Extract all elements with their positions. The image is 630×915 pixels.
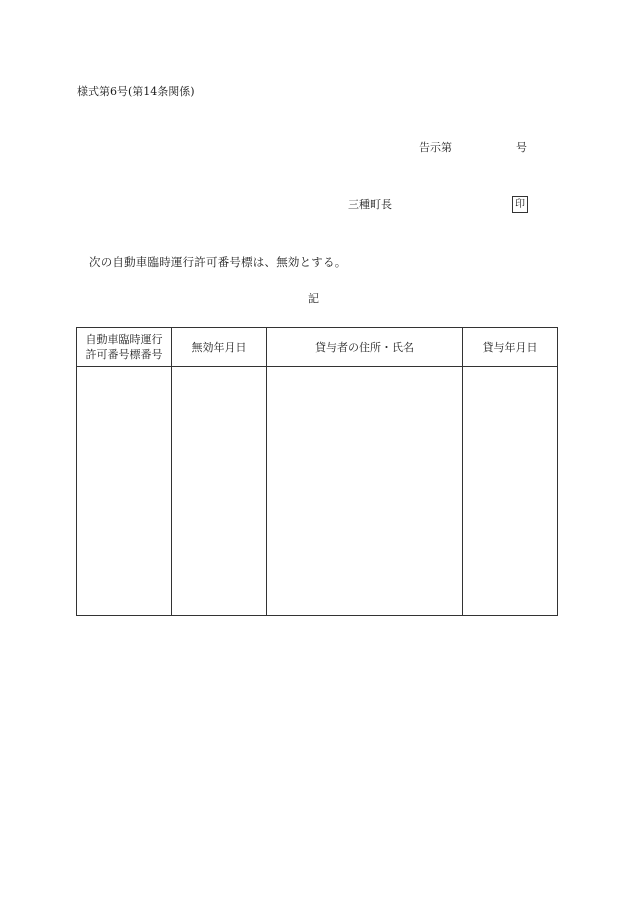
notice-number-suffix: 号 xyxy=(516,141,527,154)
mayor-title: 三種町長 xyxy=(348,198,392,211)
cell-loan-date xyxy=(463,367,558,616)
header-loan-date-label: 貸与年月日 xyxy=(482,340,538,354)
header-loan-date xyxy=(463,328,558,367)
header-lender-address-name-label: 貸与者の住所・氏名 xyxy=(315,340,414,354)
ki-heading: 記 xyxy=(308,292,319,305)
header-lender-address-name xyxy=(267,328,463,367)
header-plate-number xyxy=(77,328,172,367)
notice-number-label: 告示第 xyxy=(419,141,452,154)
cell-plate-number xyxy=(77,367,172,616)
invalidation-statement: 次の自動車臨時運行許可番号標は、無効とする。 xyxy=(89,255,347,269)
cell-lender-address-name xyxy=(267,367,463,616)
seal-mark: 印 xyxy=(512,196,528,213)
form-number: 様式第6号(第14条関係) xyxy=(77,85,195,98)
header-invalid-date-label: 無効年月日 xyxy=(191,340,247,354)
cell-invalid-date xyxy=(172,367,267,616)
header-plate-number-line-2: 許可番号標番号 xyxy=(85,348,163,361)
header-plate-number-line-1: 自動車臨時運行 xyxy=(85,333,163,346)
records-table xyxy=(76,327,558,616)
table-row xyxy=(77,367,558,616)
table-header-row xyxy=(77,328,558,367)
header-invalid-date xyxy=(172,328,267,367)
